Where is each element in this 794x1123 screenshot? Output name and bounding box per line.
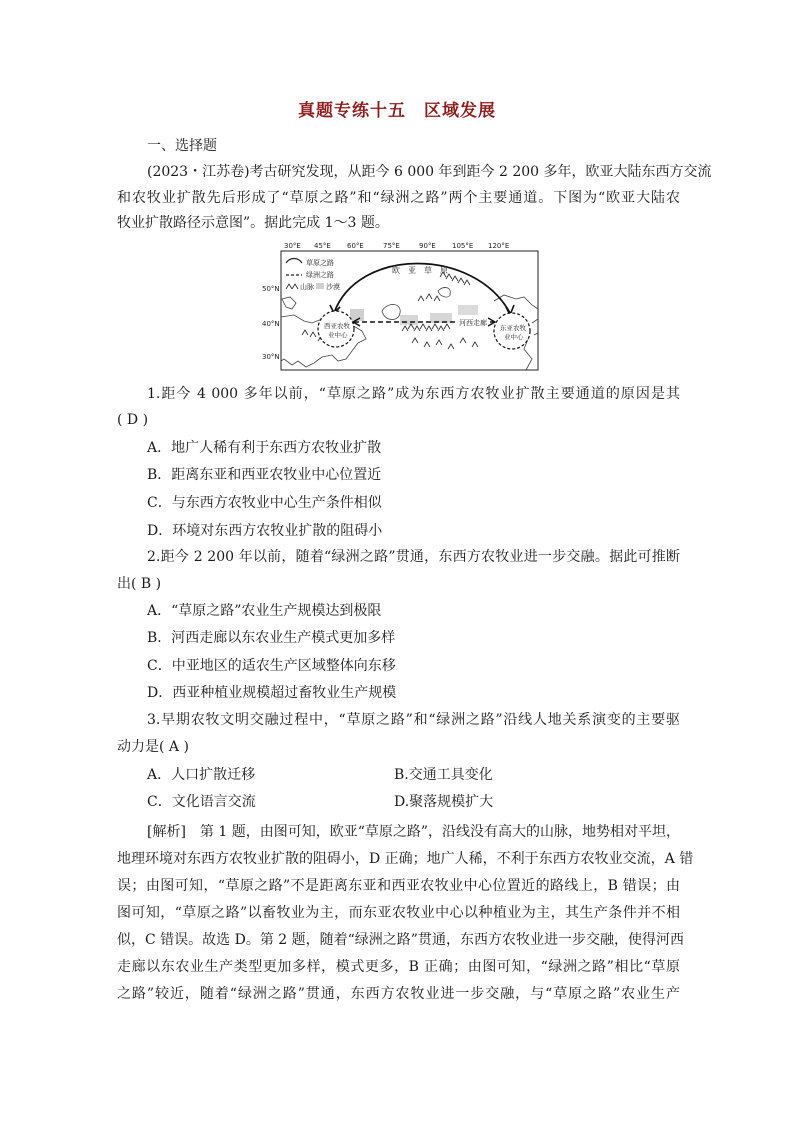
intro-line-1: (2023・江苏卷)考古研究发现，从距今 6 000 年到距今 2 200 多年，欧亚大陆东西方交流 <box>147 164 712 180</box>
q3-option-d: D.聚落规模扩大 <box>394 794 494 810</box>
q2-option-b: B．河西走廊以东农业生产模式更加多样 <box>147 630 396 646</box>
q1-stem-line-2: ( D ) <box>117 412 149 428</box>
page-title: 真题专练十五 区域发展 <box>298 101 496 121</box>
section-heading: 一、选择题 <box>147 138 217 154</box>
legend-desert-symbol <box>316 283 324 289</box>
lat-label-40: 40°N <box>262 320 280 328</box>
intro-line-2: 和农牧业扩散先后形成了“草原之路”和“绿洲之路”两个主要通道。下图为“欧亚大陆农 <box>117 190 680 206</box>
q2-stem-line-1: 2.距今 2 200 年以前，随着“绿洲之路”贯通，东西方农牧业进一步交融。据此可推断 <box>147 549 680 565</box>
q3-option-a: A．人口扩散迁移 <box>147 767 256 783</box>
lon-label-75: 75°E <box>383 242 400 250</box>
q1-option-a: A．地广人稀有利于东西方农牧业扩散 <box>147 440 382 456</box>
q1-stem-line-1: 1.距今 4 000 多年以前，“草原之路”成为东西方农牧业扩散主要通道的原因是其 <box>147 386 680 402</box>
corridor-label: 河西走廊 <box>459 319 487 327</box>
q2-stem-line-2: 出( B ) <box>117 576 162 592</box>
q3-stem-line-2: 动力是( A ) <box>117 739 189 755</box>
q3-option-b: B.交通工具变化 <box>394 767 493 783</box>
region-label-eurasian-steppe: 欧 亚 草 原 <box>392 266 448 275</box>
q1-option-b: B．距离东亚和西亚农牧业中心位置近 <box>147 467 382 483</box>
q3-stem-line-1: 3.早期农牧文明交融过程中，“草原之路”和“绿洲之路”沿线人地关系演变的主要驱 <box>147 712 680 728</box>
lon-label-60: 60°E <box>347 242 364 250</box>
lon-label-105: 105°E <box>452 242 474 250</box>
q1-option-c: C．与东西方农牧业中心生产条件相似 <box>147 495 382 511</box>
analysis-line-7: 之路”较近，随着“绿洲之路”贯通，东西方农牧业进一步交融，与“草原之路”农业生产 <box>117 986 680 1002</box>
intro-line-3: 牧业扩散路径示意图”。据此完成 1～3 题。 <box>117 215 389 231</box>
east-center-label-line1: 东亚农牧 <box>500 324 526 332</box>
legend-mountain: 山脉 <box>300 283 314 291</box>
q2-option-a: A．“草原之路”农业生产规模达到极限 <box>147 603 382 619</box>
analysis-line-4: 图可知，“草原之路”以畜牧业为主，而东亚农牧业中心以种植业为主，其生产条件并不相 <box>117 905 680 921</box>
analysis-line-6: 走廊以东农业生产类型更加多样，模式更多，B 正确；由图可知，“绿洲之路”相比“草原 <box>117 959 680 975</box>
lat-label-50: 50°N <box>262 285 280 293</box>
analysis-line-5: 似，C 错误。故选 D。第 2 题，随着“绿洲之路”贯通，东西方农牧业进一步交融，使得河西 <box>117 932 684 948</box>
analysis-line-2: 地理环境对东西方农牧业扩散的阻碍小，D 正确；地广人稀，不利于东西方农牧业交流，A 错 <box>117 851 694 867</box>
q2-option-d: D．西亚种植业规模超过畜牧业生产规模 <box>147 685 397 701</box>
east-center-label-line2: 业中心 <box>504 333 524 341</box>
q2-option-c: C．中亚地区的适农生产区域整体向东移 <box>147 658 396 674</box>
west-center-label-line2: 业中心 <box>328 331 348 339</box>
analysis-line-1: [解析] 第 1 题，由图可知，欧亚“草原之路”，沿线没有高大的山脉，地势相对平坦， <box>147 824 681 840</box>
legend-oasis-route: 绿洲之路 <box>306 271 334 279</box>
west-center-label-line1: 西亚农牧 <box>324 322 350 330</box>
lon-label-90: 90°E <box>419 242 436 250</box>
eurasia-diffusion-map <box>262 239 544 372</box>
legend-grassland-route: 草原之路 <box>306 259 334 267</box>
lon-label-120: 120°E <box>488 242 510 250</box>
analysis-line-3: 误；由图可知，“草原之路”不是距离东亚和西亚农牧业中心位置近的路线上，B 错误；由 <box>117 878 680 894</box>
q1-option-d: D．环境对东西方农牧业扩散的阻碍小 <box>147 523 383 539</box>
lon-label-45: 45°E <box>314 242 331 250</box>
legend-desert: 沙漠 <box>326 283 340 291</box>
lat-label-30: 30°N <box>262 353 280 361</box>
lon-label-30: 30°E <box>284 242 301 250</box>
q3-option-c: C．文化语言交流 <box>147 794 256 810</box>
